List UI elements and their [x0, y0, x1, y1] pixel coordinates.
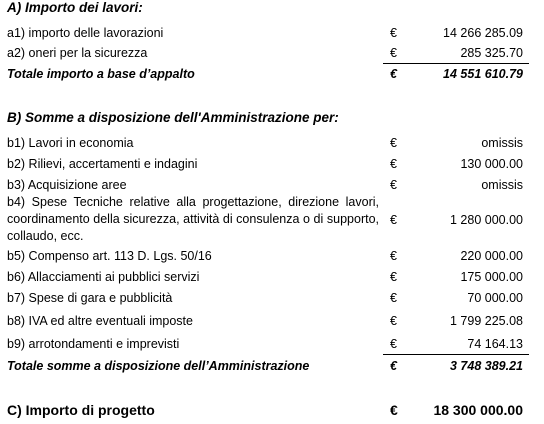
row-amount: 220 000.00	[460, 249, 523, 263]
row-amount: 1 280 000.00	[450, 213, 523, 227]
row-amount: 74 164.13	[467, 337, 523, 351]
currency-symbol: €	[390, 46, 397, 60]
row-amount: 285 325.70	[460, 46, 523, 60]
project-total-amount: 18 300 000.00	[433, 402, 523, 418]
currency-symbol: €	[390, 249, 397, 263]
total-label: Totale importo a base d’appalto	[7, 67, 195, 81]
currency-symbol: €	[390, 270, 397, 284]
row-label: b3) Acquisizione aree	[7, 178, 127, 192]
row-label: b6) Allacciamenti ai pubblici servizi	[7, 270, 200, 284]
currency-symbol: €	[390, 136, 397, 150]
row-label: b8) IVA ed altre eventuali imposte	[7, 314, 193, 328]
row-amount: 70 000.00	[467, 291, 523, 305]
currency-symbol: €	[390, 291, 397, 305]
currency-symbol: €	[390, 359, 397, 373]
row-label: b9) arrotondamenti e imprevisti	[7, 337, 180, 351]
total-amount: 3 748 389.21	[450, 359, 523, 373]
currency-symbol: €	[390, 314, 397, 328]
row-amount: 1 799 225.08	[450, 314, 523, 328]
currency-symbol: €	[390, 337, 397, 351]
currency-symbol: €	[390, 178, 397, 192]
currency-symbol: €	[390, 26, 397, 40]
row-label: b1) Lavori in economia	[7, 136, 134, 150]
row-label: b7) Spese di gara e pubblicità	[7, 291, 173, 305]
row-amount: 130 000.00	[460, 157, 523, 171]
row-amount: omissis	[481, 136, 523, 150]
row-label: b5) Compenso art. 113 D. Lgs. 50/16	[7, 249, 212, 263]
currency-symbol: €	[390, 213, 397, 227]
row-label: a2) oneri per la sicurezza	[7, 46, 148, 60]
currency-symbol: €	[390, 402, 398, 418]
section-a-title: A) Importo dei lavori:	[7, 0, 143, 15]
row-label: b4) Spese Tecniche relative alla progettazione, direzione lavori, coordinamento della sicurezza, attività di consulenza o di supporto, collaudo, ecc.	[7, 195, 379, 243]
row-amount: 175 000.00	[460, 270, 523, 284]
row-amount: omissis	[481, 178, 523, 192]
currency-symbol: €	[390, 67, 397, 81]
total-amount: 14 551 610.79	[443, 67, 523, 81]
row-label: b2) Rilievi, accertamenti e indagini	[7, 157, 198, 171]
row-amount: 14 266 285.09	[443, 26, 523, 40]
row-label: a1) importo delle lavorazioni	[7, 26, 164, 40]
section-b-title: B) Somme a disposizione dell'Amministrazione per:	[7, 110, 339, 125]
subtotal-rule	[383, 63, 529, 64]
project-total-label: C) Importo di progetto	[7, 402, 155, 418]
total-label: Totale somme a disposizione dell’Amministrazione	[7, 359, 310, 373]
subtotal-rule	[383, 354, 529, 355]
currency-symbol: €	[390, 157, 397, 171]
